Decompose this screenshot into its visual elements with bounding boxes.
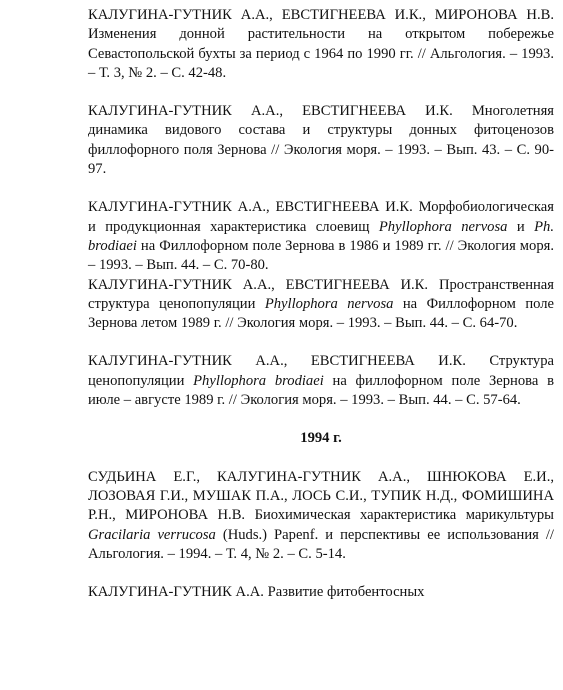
entry-text: Морфобиологическая и продукционная характеристика слоевищ bbox=[88, 199, 554, 235]
entry-text: Структура ценопопуляции bbox=[88, 353, 554, 389]
entry-text: Изменения донной растительности на открытом побережье Севастопольской бухты за период с 1964 по 1990 гг. // Альгология. – 1993. – Т. 3, № 2. – С. 42-48. bbox=[88, 26, 554, 81]
species-name: Phyllophora nervosa bbox=[378, 218, 508, 235]
entry-text: Пространственная структура ценопопуляции bbox=[88, 276, 554, 312]
entry-text: и bbox=[507, 218, 535, 235]
bibliography-entry bbox=[88, 102, 554, 179]
bibliography-entry bbox=[88, 6, 554, 83]
species-name: Phyllophora nervosa bbox=[264, 295, 394, 312]
year-heading: 1994 г. bbox=[300, 430, 342, 447]
entry-text: Биохимическая характеристика марикультуры bbox=[254, 507, 554, 524]
entry-authors: КАЛУГИНА-ГУТНИК А.А. bbox=[88, 584, 264, 601]
entry-text: (Huds.) Papenf. и перспективы ее использования // Альгология. – 1994. – Т. 4, № 2. – С. 5-14. bbox=[88, 526, 554, 562]
species-name: Phyllophora brodiaei bbox=[193, 372, 324, 389]
species-name: Ph. brodiaei bbox=[88, 218, 554, 254]
entry-text: Развитие фитобентосных bbox=[267, 584, 425, 601]
entry-text: на Филлофорном поле Зернова в 1986 и 1989 гг. // Экология моря. – 1993. – Вып. 44. – С. 70-80. bbox=[88, 237, 554, 274]
entry-authors: КАЛУГИНА-ГУТНИК А.А., ЕВСТИГНЕЕВА И.К. bbox=[88, 103, 453, 120]
species-name: Gracilaria verrucosa bbox=[88, 526, 216, 543]
document-page bbox=[88, 6, 554, 602]
bibliography-entry bbox=[88, 276, 554, 334]
entry-text: на Филлофорном поле Зернова летом 1989 г. // Экология моря. – 1993. – Вып. 44. – С. 64-70. bbox=[88, 295, 554, 332]
entry-authors: СУДЬИНА Е.Г., КАЛУГИНА-ГУТНИК А.А., ШНЮКОВА Е.И., ЛОЗОВАЯ Г.И., МУШАК П.А., ЛОСЬ С.И., ТУПИК Н.Д., ФОМИШИНА Р.Н., МИРОНОВА Н.В. bbox=[88, 468, 554, 524]
bibliography-entry bbox=[88, 198, 554, 275]
entry-authors: КАЛУГИНА-ГУТНИК А.А., ЕВСТИГНЕЕВА И.К. bbox=[88, 353, 466, 370]
entry-text: Многолетняя динамика видового состава и структуры донных фитоценозов филлофорного поля Зернова // Экология моря. – 1993. – Вып. 43. – С. 90-97. bbox=[88, 103, 554, 178]
entry-authors: КАЛУГИНА-ГУТНИК А.А., ЕВСТИГНЕЕВА И.К., МИРОНОВА Н.В. bbox=[88, 7, 554, 23]
bibliography-entry bbox=[88, 583, 554, 602]
bibliography-entry bbox=[88, 468, 554, 564]
entry-authors: КАЛУГИНА-ГУТНИК А.А., ЕВСТИГНЕЕВА И.К. bbox=[88, 276, 429, 293]
entry-authors: КАЛУГИНА-ГУТНИК А.А., ЕВСТИГНЕЕВА И.К. bbox=[88, 199, 413, 216]
entry-text: на филлофорном поле Зернова в июле – августе 1989 г. // Экология моря. – 1993. – Вып. 44. – С. 57-64. bbox=[88, 372, 554, 409]
bibliography-entry bbox=[88, 352, 554, 410]
